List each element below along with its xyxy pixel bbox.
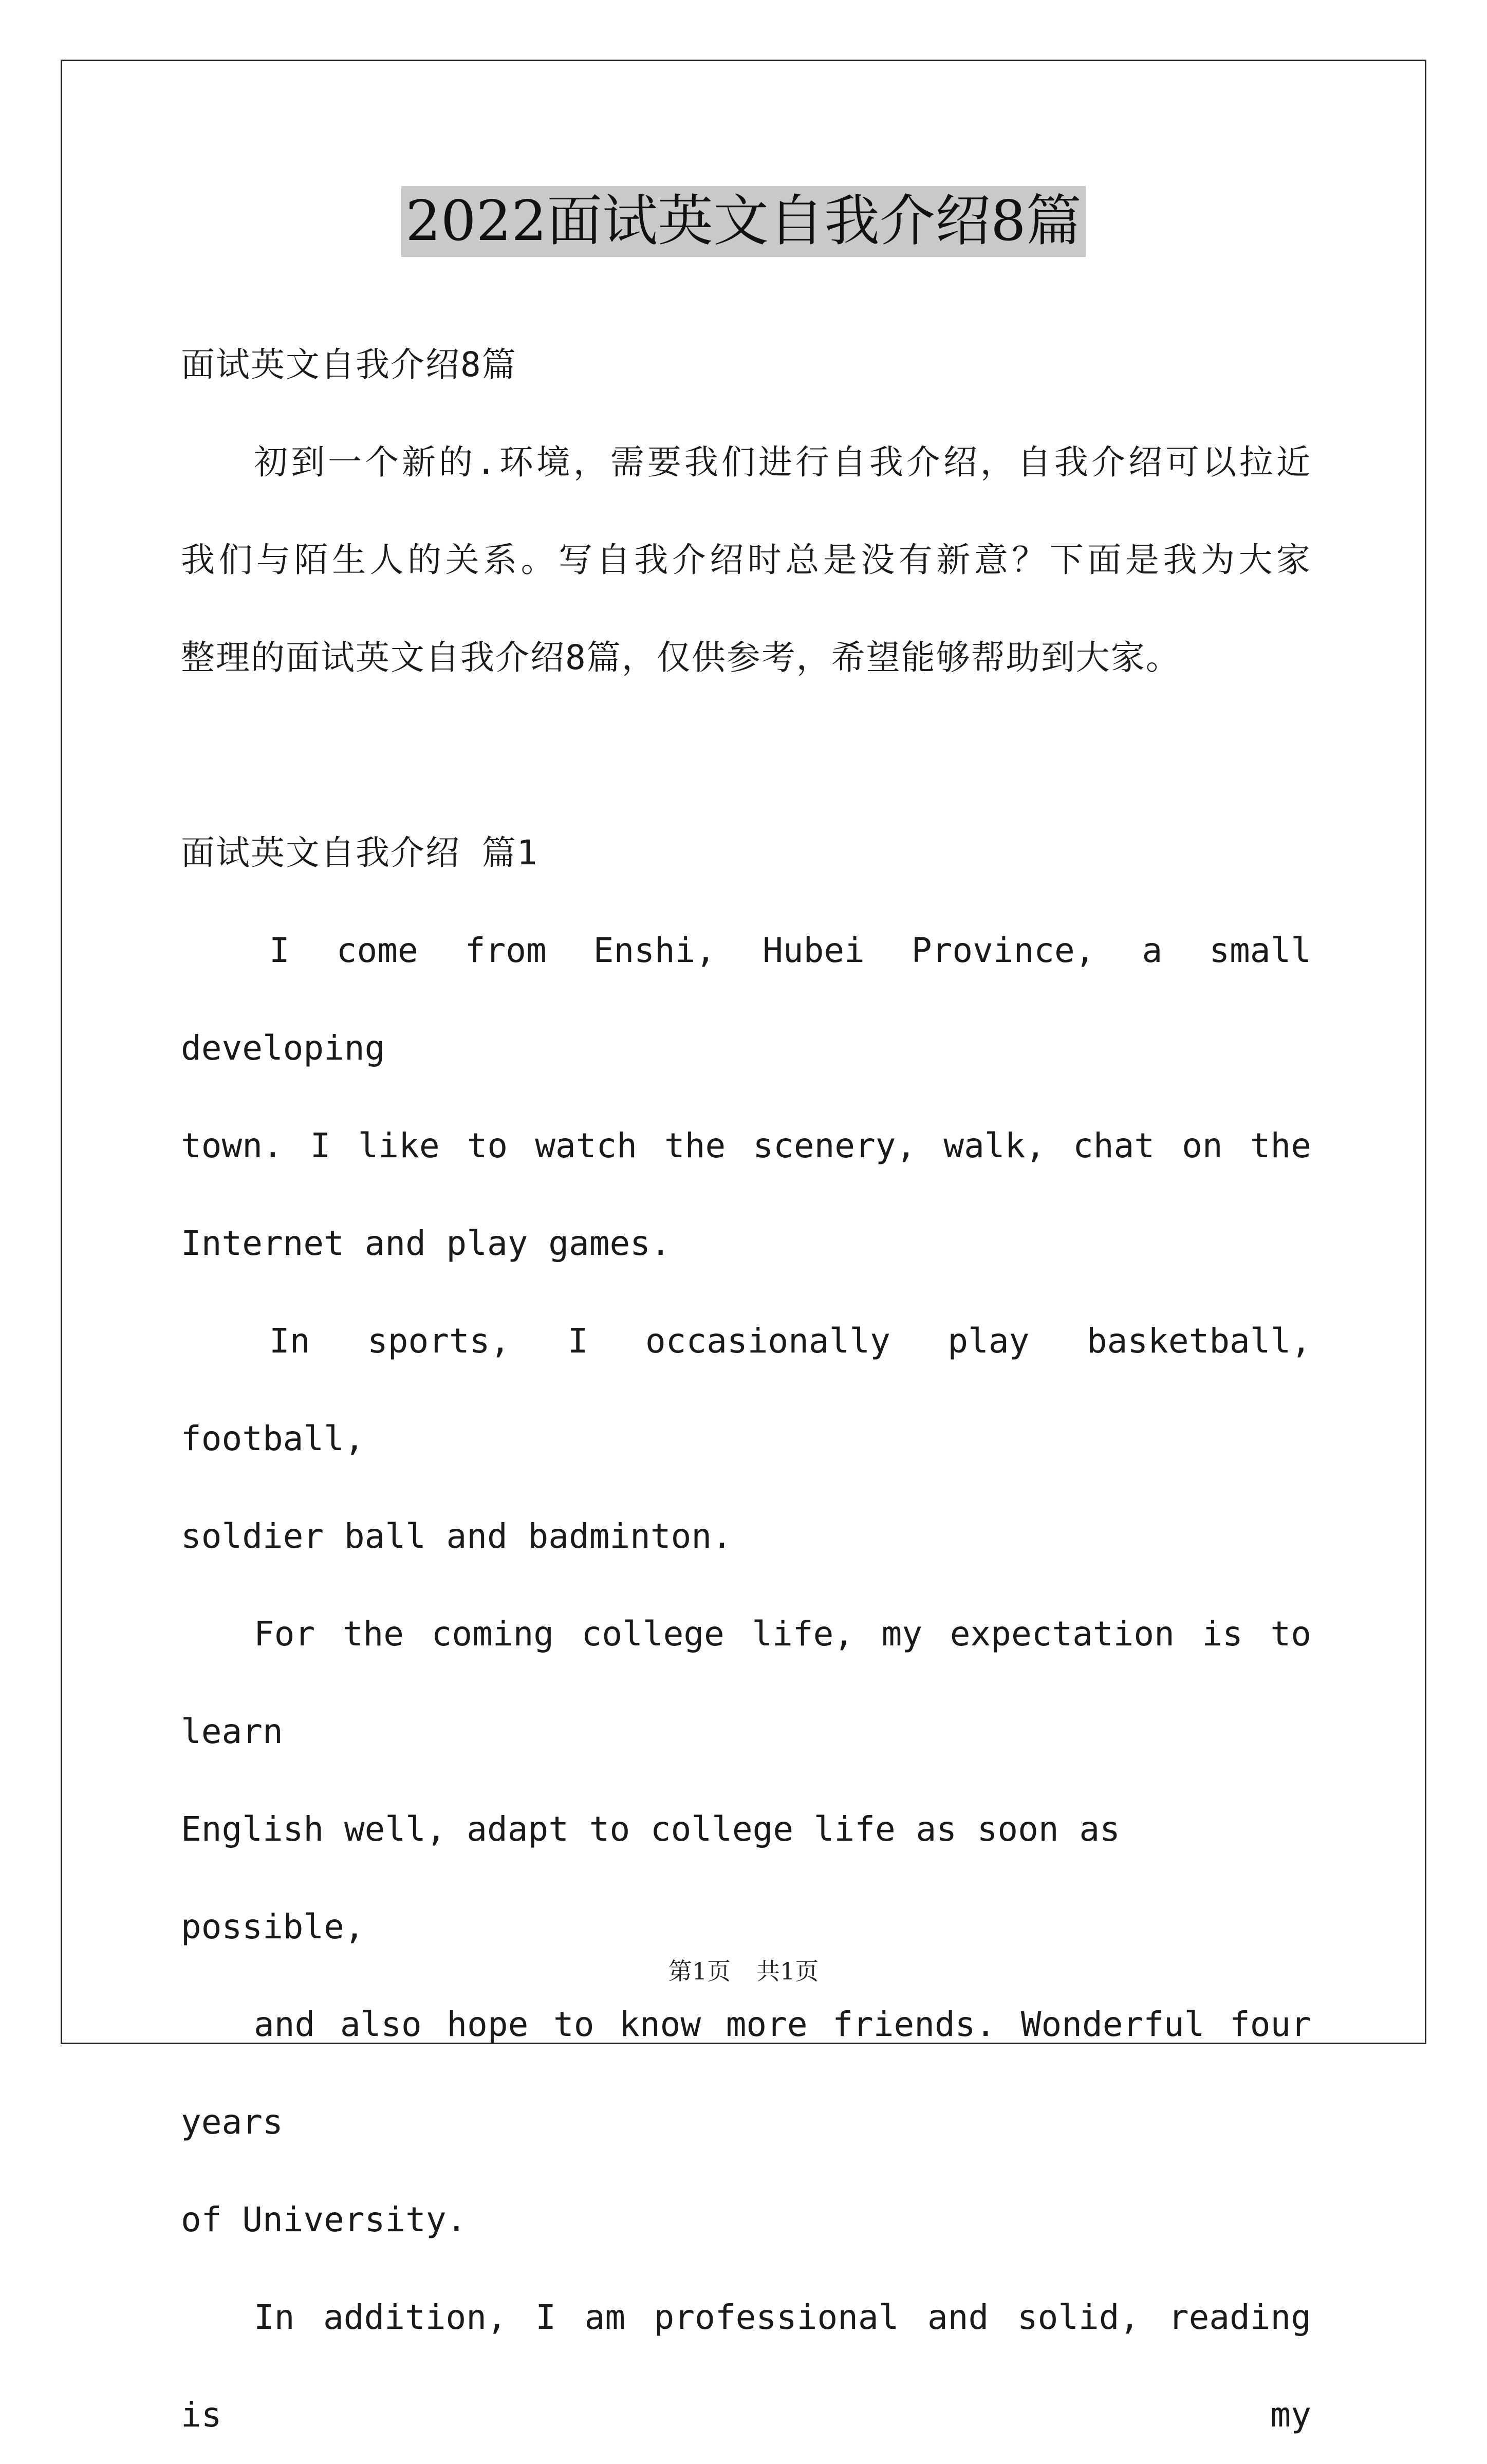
body-line: and also hope to know more friends. Wonderful four years: [181, 2005, 1311, 2142]
body-line: of University.: [181, 2200, 467, 2239]
body-line: soldier ball and badminton.: [181, 1516, 732, 1556]
body-line: For the coming college life, my expectation is to learn: [181, 1614, 1311, 1751]
title-block: [0, 186, 1487, 257]
body-line: English well, adapt to college life as soon as possible,: [181, 1809, 1120, 1947]
page-number-current: 第1页: [668, 1957, 731, 1985]
intro-line-1: 初到一个新的.环境，需要我们进行自我介绍，自我介绍可以拉近: [254, 442, 1311, 482]
page-footer: [0, 1956, 1487, 1987]
paragraph-spacer: [181, 707, 1311, 804]
subtitle: 面试英文自我介绍8篇: [181, 345, 517, 384]
body-line: town. I like to watch the scenery, walk, chat on the: [181, 1126, 1311, 1165]
body-line: In addition, I am professional and solid, reading is my: [181, 2298, 1311, 2435]
document-title: 2022面试英文自我介绍8篇: [401, 186, 1086, 257]
page-number-total: 共1页: [756, 1957, 819, 1985]
section-heading: 面试英文自我介绍 篇1: [181, 833, 538, 873]
intro-line-2: 我们与陌生人的关系。写自我介绍时总是没有新意？下面是我为大家: [181, 540, 1311, 580]
body-line: Internet and play games.: [181, 1224, 671, 1263]
document-body: [181, 316, 1311, 2464]
body-line: In sports, I occasionally play basketball, football,: [181, 1321, 1311, 1458]
intro-line-3: 整理的面试英文自我介绍8篇，仅供参考，希望能够帮助到大家。: [181, 638, 1181, 677]
body-line: I come from Enshi, Hubei Province, a small developing: [181, 931, 1311, 1068]
